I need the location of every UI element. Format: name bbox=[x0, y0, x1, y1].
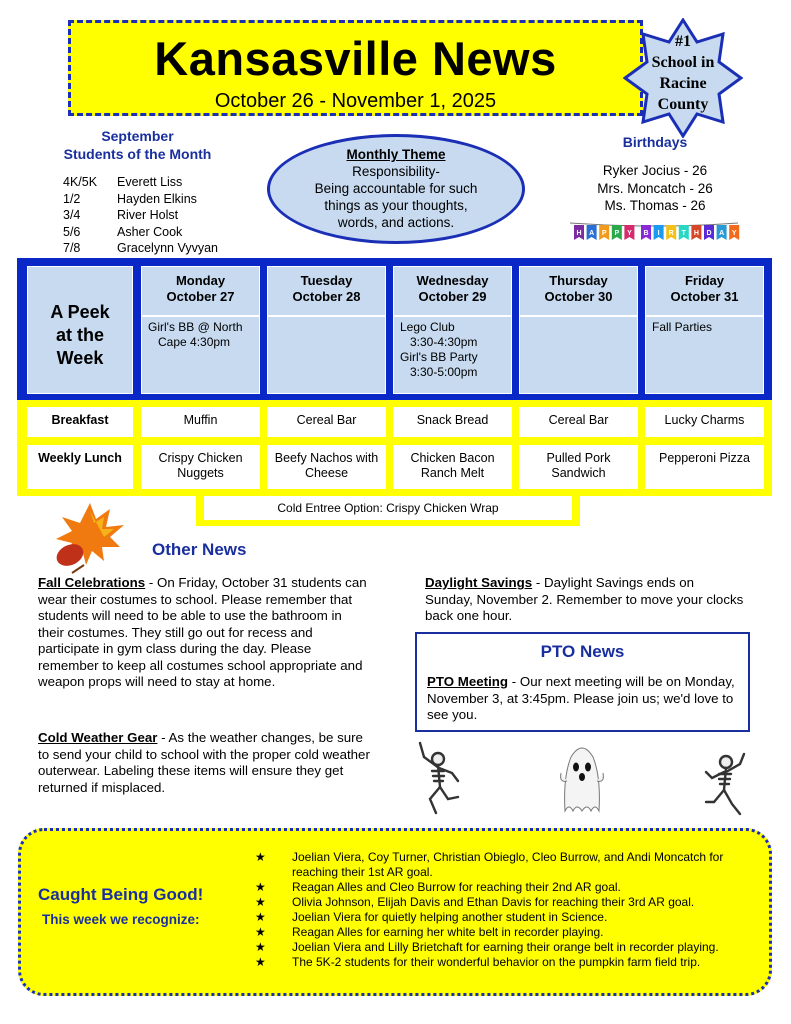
article-body: - On Friday, October 31 students can wear their costumes to school. Please remember that students will need to be able to use the bathroom in their costumes. They still go out for recess and participate in gym class during the day. Please remember to keep all costumes school appropriate and weapon props will need to stay at home. bbox=[38, 575, 367, 689]
list-item bbox=[255, 955, 765, 970]
day-name: Thursday bbox=[549, 273, 608, 288]
banner-letter: H bbox=[693, 230, 699, 237]
article-heading: Daylight Savings bbox=[425, 575, 533, 590]
grade: 3/4 bbox=[63, 208, 81, 222]
article-heading: PTO Meeting bbox=[427, 674, 509, 689]
lunch-label: Weekly Lunch bbox=[27, 445, 133, 489]
breakfast-item: Cereal Bar bbox=[267, 407, 386, 437]
birthdays-title: Birthdays bbox=[622, 134, 688, 150]
peek-line: at the bbox=[55, 325, 104, 345]
list-item bbox=[255, 910, 765, 925]
caught-being-good-subtitle: This week we recognize: bbox=[42, 912, 200, 927]
event-line: Fall Parties bbox=[652, 320, 713, 334]
day-date: October 29 bbox=[418, 289, 487, 304]
day-header bbox=[519, 266, 638, 316]
article-body: - Daylight Savings ends on Sunday, November 2. Remember to move your clocks back one hour. bbox=[425, 575, 744, 623]
other-news-title: Other News bbox=[152, 540, 247, 559]
students-of-month-list bbox=[63, 174, 218, 257]
list-item bbox=[63, 240, 218, 257]
student-name: Hayden Elkins bbox=[117, 191, 197, 206]
banner-letter: H bbox=[576, 230, 582, 237]
peek-line: A Peek bbox=[50, 302, 110, 322]
peek-at-week-label bbox=[27, 266, 133, 394]
list-item bbox=[63, 207, 218, 224]
article-body: - As the weather changes, be sure to send your child to school with the proper cold weather outerwear. Labeling these items will ensure they get returned if misplaced. bbox=[38, 730, 370, 795]
autumn-leaf-icon bbox=[50, 495, 130, 575]
students-of-month-title: September Students of the Month bbox=[63, 128, 212, 162]
event-line: Girl's BB Party bbox=[400, 350, 478, 364]
skeleton-icon bbox=[414, 737, 464, 819]
event-line: Lego Club bbox=[400, 320, 455, 334]
recognition-text: The 5K-2 students for their wonderful behavior on the pumpkin farm field trip. bbox=[292, 955, 701, 969]
day-date: October 31 bbox=[670, 289, 739, 304]
banner-letter: P bbox=[614, 230, 620, 237]
list-item: Mrs. Moncatch - 26 bbox=[597, 180, 713, 196]
day-header bbox=[141, 266, 260, 316]
list-item bbox=[63, 224, 218, 241]
day-events bbox=[267, 316, 386, 394]
skeleton-icon bbox=[700, 748, 750, 820]
badge-text bbox=[623, 31, 743, 115]
monthly-theme-title: Monthly Theme bbox=[346, 147, 446, 162]
day-events bbox=[141, 316, 260, 394]
recognition-text: Olivia Johnson, Elijah Davis and Ethan Davis for reaching their 3rd AR goal. bbox=[292, 895, 695, 909]
caught-being-good-title: Caught Being Good! bbox=[38, 885, 204, 904]
event-line: 3:30-4:30pm bbox=[400, 335, 478, 349]
day-events bbox=[393, 316, 512, 394]
banner-letter: I bbox=[657, 230, 660, 237]
lunch-item: Crispy Chicken Nuggets bbox=[141, 445, 260, 489]
pto-news-box bbox=[415, 632, 750, 732]
badge-line: School in bbox=[651, 54, 715, 71]
breakfast-item: Cereal Bar bbox=[519, 407, 638, 437]
banner-letter: Y bbox=[731, 230, 737, 237]
newsletter-dates: October 26 - November 1, 2025 bbox=[214, 90, 497, 112]
recognition-list bbox=[255, 850, 765, 970]
list-item: Ms. Thomas - 26 bbox=[604, 198, 706, 213]
happy-birthday-banner-icon bbox=[568, 220, 740, 246]
banner-letter: P bbox=[601, 230, 607, 237]
list-item bbox=[255, 880, 765, 895]
banner-letter: R bbox=[668, 230, 674, 237]
event-line: Cape 4:30pm bbox=[148, 335, 231, 349]
meals-table bbox=[17, 400, 772, 496]
ghost-icon bbox=[557, 737, 607, 819]
lunch-item: Beefy Nachos with Cheese bbox=[267, 445, 386, 489]
grade: 1/2 bbox=[63, 191, 81, 206]
theme-line: words, and actions. bbox=[337, 215, 455, 230]
pto-news-title: PTO News bbox=[540, 642, 625, 661]
star-bullet-icon: ★ bbox=[255, 880, 266, 894]
badge-line: #1 bbox=[675, 33, 691, 50]
breakfast-item: Muffin bbox=[141, 407, 260, 437]
list-item: Ryker Jocius - 26 bbox=[602, 163, 708, 178]
birthdays-list bbox=[580, 162, 730, 215]
newsletter-header bbox=[68, 20, 643, 116]
day-events bbox=[645, 316, 764, 394]
theme-line: things as your thoughts, bbox=[324, 198, 468, 213]
article-heading: Cold Weather Gear bbox=[38, 730, 158, 745]
article-body: - Our next meeting will be on Monday, November 3, at 3:45pm. Please join us; we'd love to see you. bbox=[427, 674, 735, 722]
day-name: Monday bbox=[175, 273, 226, 288]
cold-entree-option: Cold Entree Option: Crispy Chicken Wrap bbox=[204, 496, 572, 520]
student-name: River Holst bbox=[117, 208, 179, 222]
list-item bbox=[63, 191, 218, 208]
theme-line: Being accountable for such bbox=[314, 181, 478, 196]
banner-letter: D bbox=[706, 230, 712, 237]
star-bullet-icon: ★ bbox=[255, 910, 266, 924]
day-events bbox=[519, 316, 638, 394]
grade: 4K/5K bbox=[63, 175, 98, 189]
day-date: October 28 bbox=[292, 289, 361, 304]
day-header bbox=[393, 266, 512, 316]
banner-letter: A bbox=[719, 230, 725, 237]
list-item bbox=[255, 850, 765, 880]
day-header bbox=[267, 266, 386, 316]
recognition-text: Reagan Alles and Cleo Burrow for reaching their 2nd AR goal. bbox=[292, 880, 621, 894]
day-header bbox=[645, 266, 764, 316]
article-heading: Fall Celebrations bbox=[38, 575, 146, 590]
recognition-text: Joelian Viera for quietly helping another student in Science. bbox=[292, 910, 608, 924]
event-line: 3:30-5:00pm bbox=[400, 365, 478, 379]
badge-line: County bbox=[657, 96, 709, 113]
star-bullet-icon: ★ bbox=[255, 955, 266, 969]
student-name: Everett Liss bbox=[117, 175, 183, 189]
star-bullet-icon: ★ bbox=[255, 925, 266, 939]
banner-letter: T bbox=[681, 230, 686, 237]
event-line: Girl's BB @ North bbox=[148, 320, 243, 334]
breakfast-item: Snack Bread bbox=[393, 407, 512, 437]
theme-line: Responsibility- bbox=[352, 164, 440, 179]
day-date: October 30 bbox=[544, 289, 613, 304]
breakfast-label: Breakfast bbox=[27, 407, 133, 437]
banner-letter: B bbox=[643, 230, 649, 237]
star-bullet-icon: ★ bbox=[255, 895, 266, 909]
star-bullet-icon: ★ bbox=[255, 850, 266, 864]
peek-line: Week bbox=[56, 348, 104, 368]
day-name: Tuesday bbox=[300, 273, 353, 288]
star-bullet-icon: ★ bbox=[255, 940, 266, 954]
breakfast-item: Lucky Charms bbox=[645, 407, 764, 437]
newsletter-title: Kansasville News bbox=[154, 32, 557, 85]
badge-line: Racine bbox=[659, 75, 707, 92]
recognition-text: Joelian Viera and Lilly Brietchaft for earning their orange belt in recorder playing. bbox=[292, 940, 719, 954]
day-name: Friday bbox=[684, 273, 724, 288]
recognition-text: Joelian Viera, Coy Turner, Christian Obieglo, Cleo Burrow, and Andi Moncatch for reaching their 1st AR goal. bbox=[292, 850, 724, 879]
recognition-text: Reagan Alles for earning her white belt in recorder playing. bbox=[292, 925, 604, 939]
lunch-item: Pepperoni Pizza bbox=[645, 445, 764, 489]
daylight-savings-article bbox=[425, 575, 745, 625]
banner-letter: A bbox=[589, 230, 595, 237]
student-name: Asher Cook bbox=[117, 224, 183, 239]
lunch-item: Chicken Bacon Ranch Melt bbox=[393, 445, 512, 489]
grade: 5/6 bbox=[63, 224, 81, 239]
list-item bbox=[255, 940, 765, 955]
lunch-item: Pulled Pork Sandwich bbox=[519, 445, 638, 489]
list-item bbox=[255, 925, 765, 940]
list-item bbox=[255, 895, 765, 910]
cold-weather-gear-article bbox=[38, 730, 370, 796]
fall-celebrations-article bbox=[38, 575, 370, 691]
list-item bbox=[63, 174, 218, 191]
grade: 7/8 bbox=[63, 241, 81, 255]
banner-letter: Y bbox=[627, 230, 632, 237]
week-calendar bbox=[17, 258, 772, 400]
pto-meeting-article bbox=[427, 674, 742, 724]
student-name: Gracelynn Vyvyan bbox=[117, 241, 218, 255]
day-name: Wednesday bbox=[416, 273, 489, 288]
day-date: October 27 bbox=[166, 289, 235, 304]
monthly-theme bbox=[267, 134, 525, 244]
